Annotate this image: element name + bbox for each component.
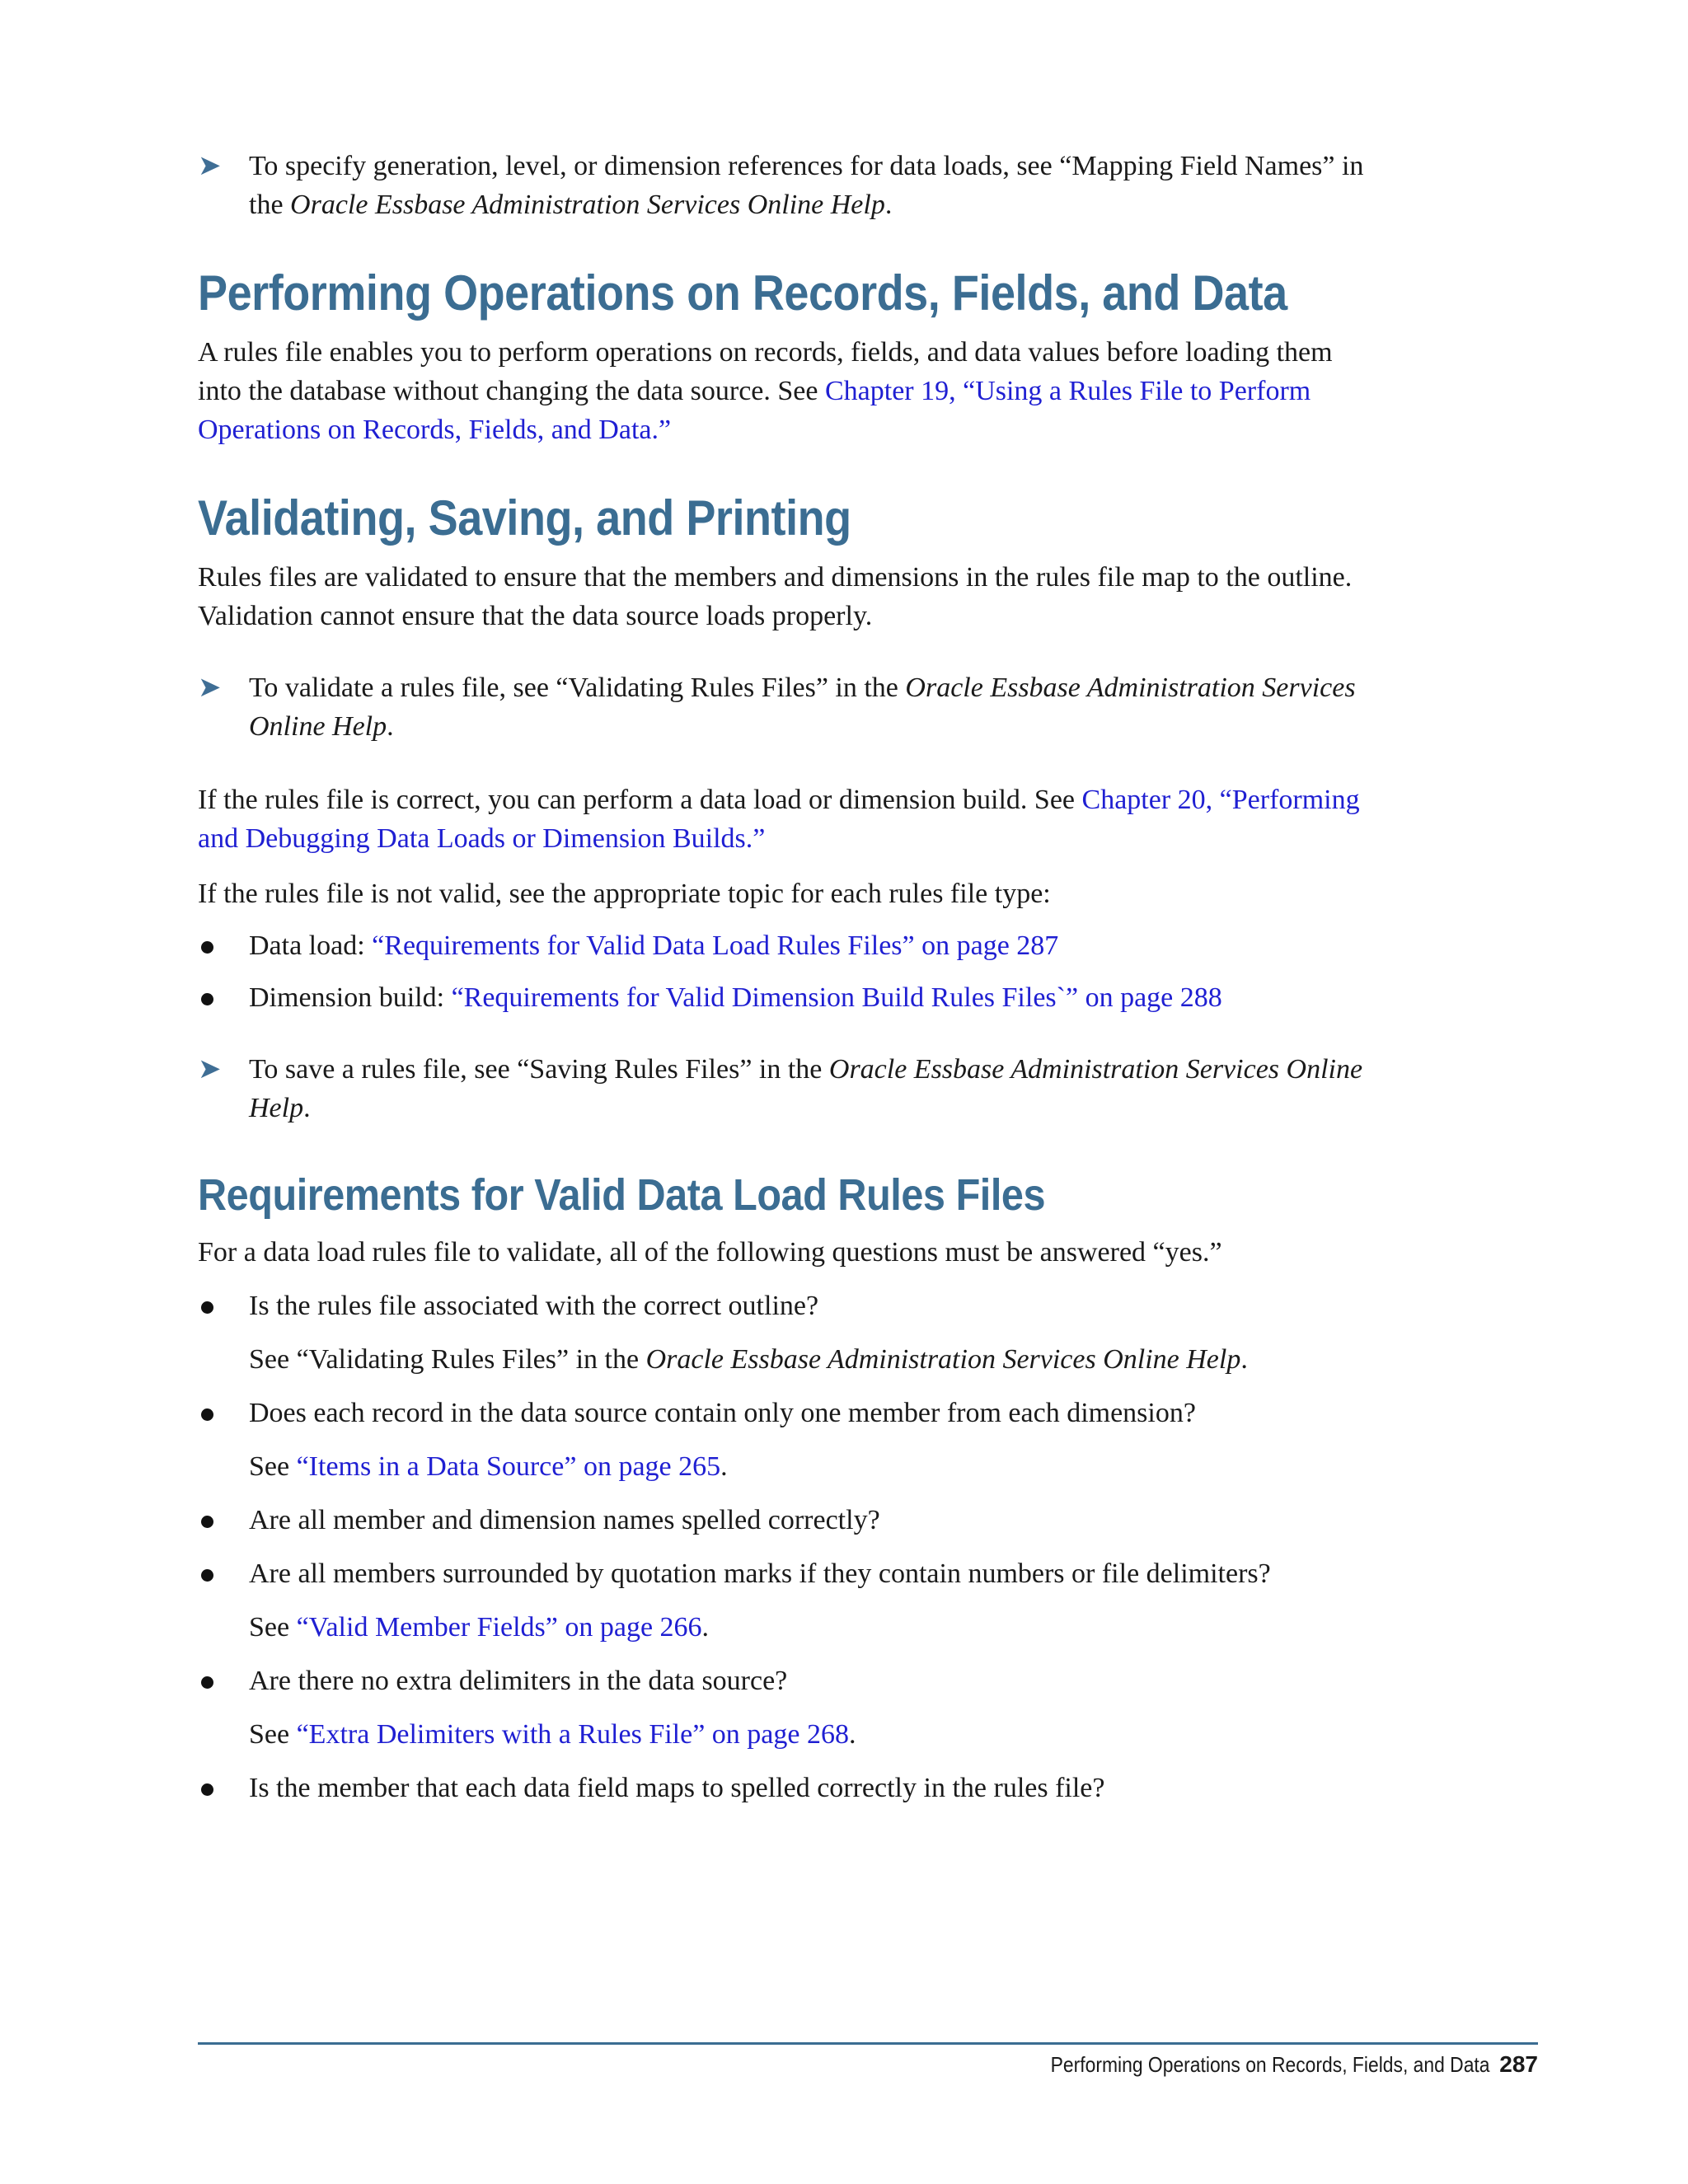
bullet-icon xyxy=(201,993,213,1005)
footer-rule xyxy=(198,2042,1538,2045)
question-quotation-marks xyxy=(198,1554,1368,1593)
validating-paragraph: Rules files are validated to ensure that the members and dimensions in the rules file map to the outline. Validation cannot ensure that the data source loads properly. xyxy=(198,562,1353,631)
paragraph-text: If the rules file is correct, you can perform a data load or dimension build. See xyxy=(198,785,1082,815)
see-text: See xyxy=(249,1612,297,1643)
link-chapter-19[interactable]: Chapter 19, “Using a Rules File to Perform Operations on Records, Fields, and Data.” xyxy=(198,376,1311,445)
heading-validating-saving-printing: Validating, Saving, and Printing xyxy=(198,490,851,546)
bullet-icon xyxy=(201,941,213,954)
question-extra-delimiters xyxy=(198,1661,1368,1700)
link-chapter-20[interactable]: Chapter 20, “Performing and Debugging Data Loads or Dimension Builds.” xyxy=(198,785,1360,854)
bullet-icon xyxy=(201,1676,213,1689)
see-text: See xyxy=(249,1451,297,1482)
question-text: Are all members surrounded by quotation marks if they contain numbers or file delimiters? xyxy=(249,1558,1271,1589)
rules-not-valid-paragraph: If the rules file is not valid, see the appropriate topic for each rules file type: xyxy=(198,879,1051,909)
question-text: Are there no extra delimiters in the data source? xyxy=(249,1666,788,1696)
link-valid-member-fields[interactable]: “Valid Member Fields” on page 266 xyxy=(296,1612,702,1643)
list-item-label: Data load: xyxy=(249,930,373,961)
question-text: Is the rules file associated with the correct outline? xyxy=(249,1291,819,1321)
see-items-in-data-source xyxy=(198,1447,1368,1486)
page-content xyxy=(198,147,1368,1807)
procedure-text: To validate a rules file, see “Validating Rules Files” in the xyxy=(249,673,906,703)
procedure-text-end: . xyxy=(884,190,893,220)
rules-correct-paragraph xyxy=(198,780,1368,858)
procedure-validate-rules-file xyxy=(198,668,1368,746)
performing-operations-paragraph xyxy=(198,333,1368,449)
question-names-spelled xyxy=(198,1501,1368,1540)
see-valid-member-fields xyxy=(198,1608,1368,1647)
question-text: Does each record in the data source contain only one member from each dimension? xyxy=(249,1398,1196,1428)
procedure-text: To specify generation, level, or dimension references for data loads, see “Mapping Field Names” in the xyxy=(249,151,1364,220)
page-number: 287 xyxy=(1499,2051,1538,2077)
see-extra-delimiters xyxy=(198,1715,1368,1754)
page-footer xyxy=(991,2050,1538,2079)
bullet-icon xyxy=(201,1301,213,1314)
see-text-end: . xyxy=(848,1719,856,1750)
procedure-mapping-field-names xyxy=(198,147,1368,224)
question-one-member xyxy=(198,1394,1368,1432)
list-item-label: Dimension build: xyxy=(249,982,452,1013)
procedure-text-end: . xyxy=(387,711,394,742)
procedure-arrow-icon: ➤ xyxy=(198,671,222,704)
see-text-end: . xyxy=(720,1451,728,1482)
list-item-data-load xyxy=(198,926,1368,965)
heading-performing-operations: Performing Operations on Records, Fields, and Data xyxy=(198,265,1287,321)
procedure-text-end: . xyxy=(303,1093,311,1123)
footer-section-title: Performing Operations on Records, Fields, and Data xyxy=(1050,2052,1490,2077)
procedure-save-rules-file xyxy=(198,1050,1368,1127)
link-data-load-requirements[interactable]: “Requirements for Valid Data Load Rules Files” on page 287 xyxy=(372,930,1059,961)
paragraph-text: A rules file enables you to perform operations on records, fields, and data values before loading them into the database without changing the data source. See xyxy=(198,337,1333,406)
see-validating-rules-files xyxy=(198,1340,1368,1379)
procedure-text: To save a rules file, see “Saving Rules Files” in the xyxy=(249,1054,829,1085)
question-text: Are all member and dimension names spelled correctly? xyxy=(249,1505,880,1535)
bullet-icon xyxy=(201,1516,213,1528)
book-title: Oracle Essbase Administration Services Online Help xyxy=(249,673,1356,742)
link-items-in-data-source[interactable]: “Items in a Data Source” on page 265 xyxy=(296,1451,721,1482)
bullet-icon xyxy=(201,1408,213,1421)
see-text-end: . xyxy=(701,1612,710,1643)
question-text: Is the member that each data field maps to spelled correctly in the rules file? xyxy=(249,1773,1105,1803)
procedure-arrow-icon: ➤ xyxy=(198,1052,222,1085)
heading-requirements-data-load: Requirements for Valid Data Load Rules Files xyxy=(198,1170,1046,1220)
requirements-intro: For a data load rules file to validate, all of the following questions must be answered “yes.” xyxy=(198,1237,1222,1268)
link-extra-delimiters[interactable]: “Extra Delimiters with a Rules File” on page 268 xyxy=(296,1719,849,1750)
see-text-end: . xyxy=(1240,1344,1248,1375)
book-title: Oracle Essbase Administration Services Online Help xyxy=(290,190,885,220)
link-dimension-build-requirements[interactable]: “Requirements for Valid Dimension Build Rules Files`” on page 288 xyxy=(451,982,1222,1013)
bullet-icon xyxy=(201,1783,213,1796)
question-outline xyxy=(198,1286,1368,1325)
see-text: See “Validating Rules Files” in the xyxy=(249,1344,646,1375)
question-data-field-spelled xyxy=(198,1769,1368,1807)
procedure-arrow-icon: ➤ xyxy=(198,149,222,182)
see-text: See xyxy=(249,1719,297,1750)
list-item-dimension-build xyxy=(198,978,1368,1017)
bullet-icon xyxy=(201,1569,213,1582)
book-title: Oracle Essbase Administration Services Online Help xyxy=(645,1344,1241,1375)
book-title: Oracle Essbase Administration Services Online Help xyxy=(249,1054,1363,1123)
